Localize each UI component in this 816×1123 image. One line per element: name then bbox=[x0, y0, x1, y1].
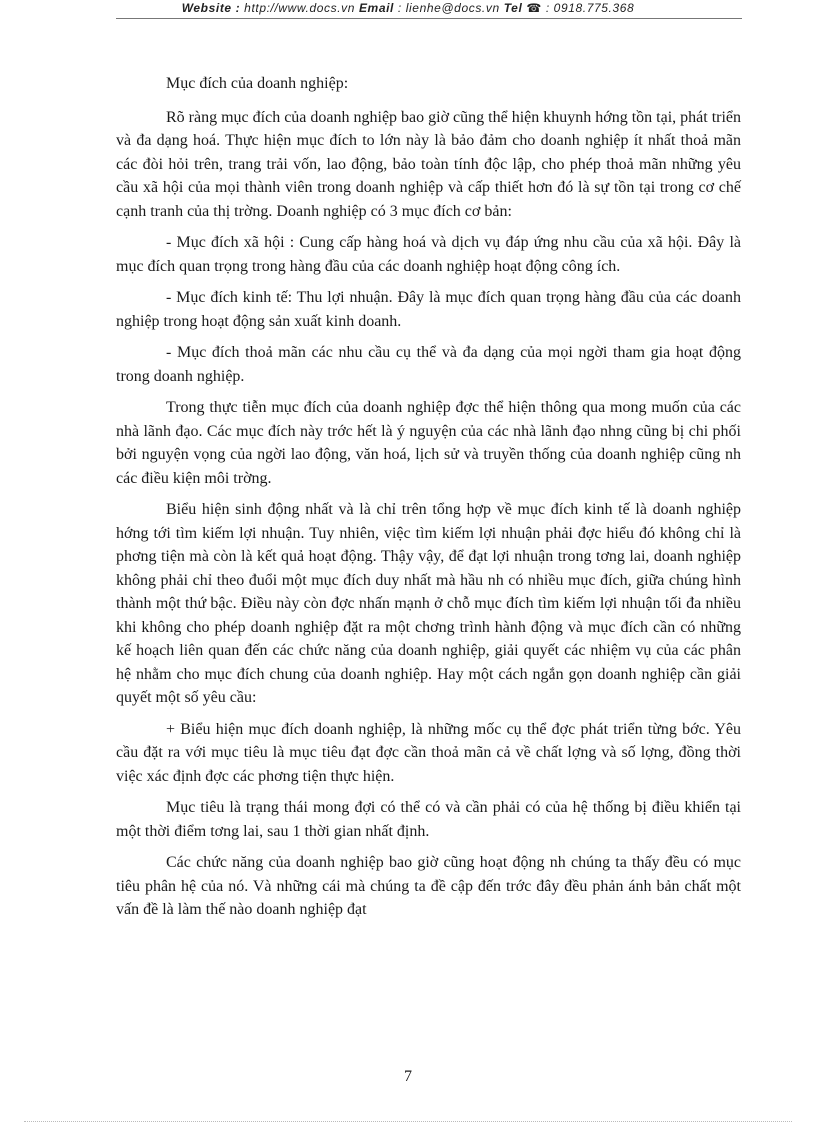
paragraph: Rõ ràng mục đích của doanh nghiệp bao giờ cũng thể hiện khuynh hớng tồn tại, phát triển và đa dạng hoá. Thực hiện mục đích to lớn này là bảo đảm cho doanh nghiệp ít nhất thoả mãn các đòi hỏi trên, trang trải vốn, lao động, bảo toàn tính độc lập, cho phép thoả mãn những yêu cầu xã hội của mọi thành viên trong doanh nghiệp và cấp thiết hơn đó là sự tồn tại trong cơ chế cạnh tranh của thị trờng. Doanh nghiệp có 3 mục đích cơ bản: bbox=[116, 108, 742, 220]
email-label: Email bbox=[358, 1, 394, 15]
header-divider bbox=[116, 18, 742, 19]
website-label: Website : bbox=[181, 1, 241, 15]
document-body bbox=[116, 72, 741, 930]
paragraph: Biểu hiện sinh động nhất và là chỉ trên tổng hợp về mục đích kinh tế là doanh nghiệp hớng tới tìm kiếm lợi nhuận. Tuy nhiên, việc tìm kiếm lợi nhuận phải đợc hiểu đó không chỉ là phơng tiện mà còn là kết quả hoạt động. Thậy vậy, để đạt lợi nhuận trong tơng lai, doanh nghiệp không phải chỉ theo đuổi một mục đích duy nhất mà hầu nh có nhiều mục đích, giữa chúng hình thành một thứ bậc. Điều này còn đợc nhấn mạnh ở chỗ mục đích tìm kiếm lợi nhuận tối đa nhiều khi không cho phép doanh nghiệp đặt ra một chơng trình hành động và mục đích cần có những kế hoạch liên quan đến các chức năng của doanh nghiệp, giải quyết các nhiệm vụ của các phân hệ nhằm cho mục đích chung của doanh nghiệp. Hay một cách ngắn gọn doanh nghiệp cần giải quyết một số yêu cầu: bbox=[116, 501, 741, 706]
tel-label: Tel ☎ bbox=[503, 1, 542, 15]
paragraph: Các chức năng của doanh nghiệp bao giờ cũng hoạt động nh chúng ta thấy đều có mục tiêu phân hệ của nó. Và những cái mà chúng ta đề cập đến trớc đây đều phản ánh bản chất một vấn đề là làm thế nào doanh nghiệp đạt bbox=[116, 854, 741, 918]
section-heading: Mục đích của doanh nghiệp: bbox=[166, 75, 349, 92]
tel-value: : 0918.775.368 bbox=[545, 1, 635, 15]
paragraph: - Mục đích kinh tế: Thu lợi nhuận. Đây là mục đích quan trọng hàng đầu của các doanh nghiệp trong hoạt động sản xuất kinh doanh. bbox=[116, 289, 741, 330]
footer-divider bbox=[24, 1121, 792, 1122]
paragraph: - Mục đích xã hội : Cung cấp hàng hoá và dịch vụ đáp ứng nhu cầu của xã hội. Đây là mục đích quan trọng trong hàng đầu của các doanh nghiệp hoạt động công ích. bbox=[116, 234, 741, 275]
page-header bbox=[0, 0, 816, 17]
website-url: http://www.docs.vn bbox=[244, 1, 356, 15]
paragraph: - Mục đích thoả mãn các nhu cầu cụ thể và đa dạng của mọi ngời tham gia hoạt động trong doanh nghiệp. bbox=[116, 344, 741, 385]
email-value: : lienhe@docs.vn bbox=[397, 1, 500, 15]
paragraph: + Biểu hiện mục đích doanh nghiệp, là những mốc cụ thể đợc phát triển từng bớc. Yêu cầu đặt ra với mục tiêu là mục tiêu đạt đợc cần thoả mãn cả về chất lợng và số lợng, đồng thời việc xác định đợc các phơng tiện thực hiện. bbox=[116, 720, 741, 785]
paragraph: Mục tiêu là trạng thái mong đợi có thể có và cần phải có của hệ thống bị điều khiển tại một thời điểm tơng lai, sau 1 thời gian nhất định. bbox=[116, 799, 741, 840]
page-number: 7 bbox=[404, 1068, 412, 1085]
paragraph: Trong thực tiễn mục đích của doanh nghiệp đợc thể hiện thông qua mong muốn của các nhà lãnh đạo. Các mục đích này trớc hết là ý nguyện của các nhà lãnh đạo nhng cũng bị chi phối bởi nguyện vọng của ngời lao động, văn hoá, lịch sử và truyền thống của doanh nghiệp cũng nh các điều kiện môi trờng. bbox=[116, 399, 741, 487]
